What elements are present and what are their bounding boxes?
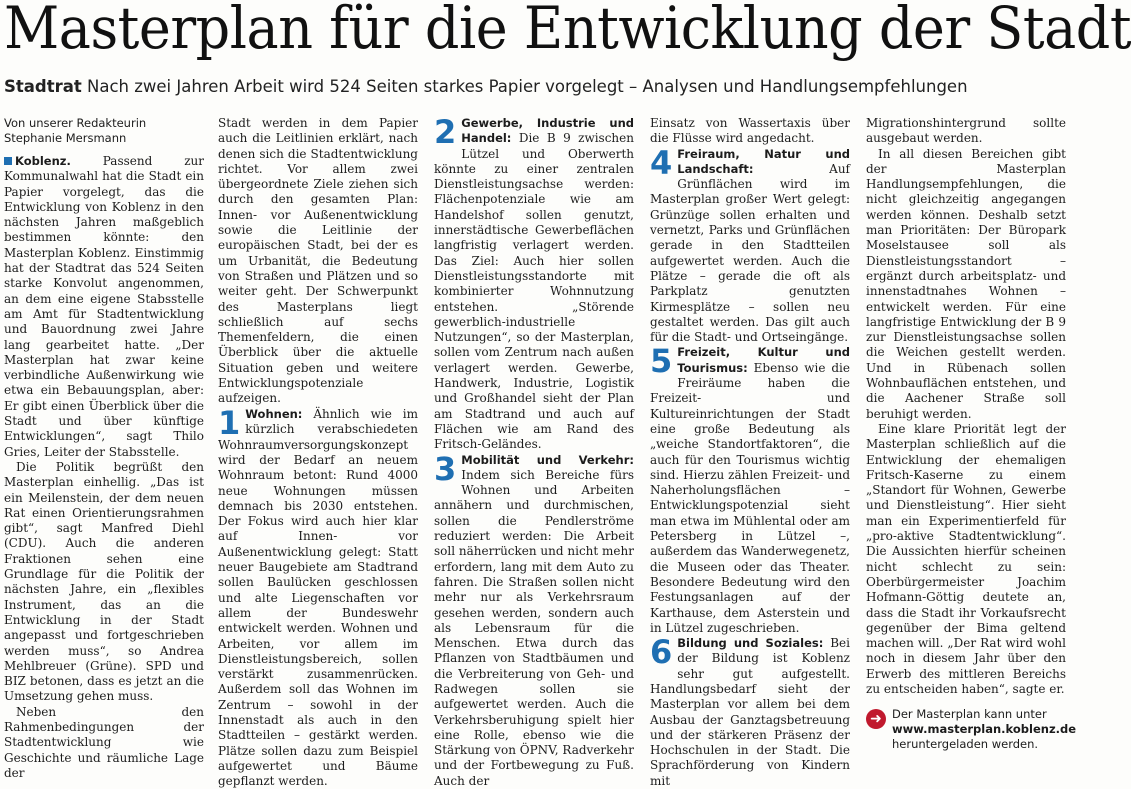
subhead-kicker: Stadtrat: [4, 77, 82, 96]
column-3: [434, 113, 634, 788]
column-1: [4, 116, 204, 780]
arrow-right-icon: ➜: [866, 709, 886, 729]
subhead-text: Nach zwei Jahren Arbeit wird 524 Seiten starkes Papier vorgelegt – Analysen und Handlungsempfehlungen: [87, 77, 968, 96]
topic-lead: Freizeit, Kultur und Tourismus:: [677, 345, 850, 375]
topic-number: 1: [218, 403, 241, 442]
paragraph: [4, 154, 204, 460]
headline: Masterplan für die Entwicklung der Stadt: [4, 0, 1131, 62]
topic-number: 2: [434, 113, 457, 151]
topic-item-4: [650, 143, 850, 346]
column-5: [866, 116, 1077, 752]
download-hint: [866, 707, 1077, 752]
topic-text: Ebenso wie die Freiräume haben die Freizeit- und Kultureinrichtungen der Stadt eine große Bedeutung als „weiche Standortfaktoren“, die auch für den Tourismus wichtig sind. Hierzu zählen Freizeit- und Naherholungsflächen – Entwicklungspotenzial sieht man etwa im Mühlental oder am Petersberg in Lützel –, außerdem das Wanderwegenetz, die Museen oder das Theater. Besondere Bedeutung wird den Festungsanlagen auf der Karthause, dem Asterstein und in Lützel zugeschrieben.: [650, 360, 850, 635]
paragraph-text: Passend zur Kommunalwahl hat die Stadt ein Papier vorgelegt, das die Entwicklung von Koblenz in den nächsten Jahren maßgeblich bestimmen könnte: den Masterplan Koblenz. Einstimmig hat der Stadtrat das 524 Seiten starke Konvolut angenommen, an dem eine eigene Stabsstelle am Amt für Stadtentwicklung und Bauordnung zwei Jahre lang gearbeitet hatte. „Der Masterplan hat zwar keine verbindliche Außenwirkung wie etwa ein Bebauungsplan, aber: Er gibt einen Überblick über die Stadt und über künftige Entwicklungen“, sagt Thilo Gries, Leiter der Stabsstelle.: [4, 154, 204, 459]
topic-item-5: [650, 342, 850, 636]
paragraph: Einsatz von Wassertaxis über die Flüsse wird angedacht.: [650, 116, 850, 146]
square-bullet-icon: [4, 157, 12, 165]
topic-number: 5: [650, 342, 673, 381]
column-2: [218, 116, 418, 789]
paragraph: In all diesen Bereichen gibt der Masterplan Handlungsempfehlungen, die nicht gleichzeitig angegangen werden können. Deshalb setzt man Prioritäten: Der Büropark Moselstausee soll als Dienstleistungsstandort – ergänzt durch arbeitsplatz- und innenstadtnahes Wohnen – entwickelt werden. Für eine langfristige Entwicklung der B 9 zur Dienstleistungsachse sollen die Weichen gestellt werden. Und in Rübenach sollen Wohnbauflächen entstehen, und die Aachener Straße soll beruhigt werden.: [866, 146, 1066, 421]
topic-text: Die B 9 zwischen Lützel und Oberwerth könnte zu einer zentralen Dienstleistungsachse werden: Flächenpotenziale wie am Handelshof sollen genutzt, innerstädtische Gewerbeflächen langfristig verlagert werden. Das Ziel: Auch hier sollen Dienstleistungsstandorte mit kombinierter Wohnnutzung entstehen. „Störende gewerblich-industrielle Nutzungen“, so der Masterplan, sollen vom Zentrum nach außen verlagert werden. Gewerbe, Handwerk, Industrie, Logistik und Großhandel sieht der Plan am Stadtrand und auch auf Flächen wie am Rand des Fritsch-Geländes.: [434, 131, 634, 452]
paragraph: Stadt werden in dem Papier auch die Leitlinien erklärt, nach denen sich die Stadtentwicklung richtet. Vor allem zwei übergeordnete Ziele ziehen sich durch den gesamten Plan: Innen- vor Außenentwicklung sowie die Leitlinie der europäischen Stadt, bei der es um Urbanität, die Bedeutung von Straßen und Plätzen und so weiter geht. Der Schwerpunkt des Masterplans liegt schließlich auf sechs Themenfeldern, die einen Überblick über die aktuelle Situation geben und weitere Entwicklungspotenziale aufzeigen.: [218, 116, 418, 406]
topic-lead: Mobilität und Verkehr:: [461, 452, 634, 467]
paragraph: Neben den Rahmenbedingungen der Stadtentwicklung wie Geschichte und räumliche Lage der: [4, 704, 204, 780]
topic-item-1: [218, 403, 418, 789]
subheadline: [4, 77, 1064, 96]
paragraph: Die Politik begrüßt den Masterplan einhellig. „Das ist ein Meilenstein, der dem neuen Rat einen Orientierungsrahmen gibt“, sagt Manfred Diehl (CDU). Auch die anderen Fraktionen sehen eine Grundlage für die Politik der nächsten Jahre, ein „flexibles Instrument, das an die Entwicklung in der Stadt angepasst und fortgeschrieben werden muss“, so Andrea Mehlbreuer (Grüne). SPD und BIZ betonen, dass es jetzt an die Umsetzung gehen muss.: [4, 459, 204, 704]
topic-item-6: [650, 633, 850, 789]
topic-lead: Gewerbe, Industrie und Handel:: [461, 116, 634, 146]
paragraph: Eine klare Priorität legt der Masterplan schließlich auf die Entwicklung der ehemaligen Fritsch-Kaserne zu einem „Standort für Wohnen, Gewerbe und Dienstleistung“. Hier sieht man ein Experimentierfeld für „pro-aktive Stadtentwicklung“. Die Aussichten hierfür scheinen nicht schlecht zu sein: Oberbürgermeister Joachim Hofmann-Göttig deutete an, dass die Stadt ihr Vorkaufsrecht gegenüber der Bima geltend machen will. „Der Rat wird wohl noch in diesem Jahr über den Erwerb des mittleren Bereichs zu entscheiden haben“, sagte er.: [866, 421, 1066, 696]
topic-text: Auf Grünflächen wird im Masterplan großer Wert gelegt: Grünzüge sollen erhalten und vernetzt, Parks und Grünflächen gerade in den Stadtteilen aufgewertet werden. Auch die Plätze – gerade die oft als Parkplatz genutzten Kirmesplätze – sollen neu gestaltet werden. Das gilt auch für die Stadt- und Ortseingänge.: [650, 161, 850, 345]
topic-text: Ähnlich wie im kürzlich verabschiedeten Wohnraumversorgungskonzept wird der Bedarf an neuem Wohnraum betont: Rund 4000 neue Wohnungen müssen demnach bis 2030 entstehen. Der Fokus wird auch hier klar auf Innen- vor Außenentwicklung gelegt: Statt neuer Baugebiete am Stadtrand sollen Baulücken geschlossen und alte Liegenschaften vor allem der Bundeswehr entwickelt werden. Wohnen und Arbeiten, vor allem im Dienstleistungsbereich, sollen verstärkt zusammenrücken. Außerdem soll das Wohnen im Zentrum – sowohl in der Innenstadt als auch in den Stadtteilen – gestärkt werden. Plätze sollen dazu zum Beispiel aufgewertet und Bäume gepflanzt werden.: [218, 406, 418, 789]
topic-number: 6: [650, 633, 673, 672]
topic-number: 4: [650, 143, 673, 182]
byline: [4, 116, 204, 146]
hint-pre: Der Masterplan kann unter: [892, 707, 1047, 722]
topic-number: 3: [434, 449, 457, 488]
column-4: [650, 116, 850, 788]
dateline-place: Koblenz.: [15, 154, 71, 168]
hint-post: heruntergeladen werden.: [892, 737, 1039, 752]
topic-text: Indem sich Bereiche fürs Wohnen und Arbeiten annähern und durchmischen, sollen die Pendlerströme reduziert werden: Die Arbeit soll näherrücken und nicht mehr erfordern, lang mit dem Auto zu fahren. Die Straßen sollen nicht mehr nur als Verkehrsraum gesehen werden, sondern auch als Lebensraum für die Menschen. Etwa durch das Pflanzen von Stadtbäumen und die Verbreiterung von Geh- und Radwegen sollen sie aufgewertet werden. Auch die Verkehrsberuhigung spielt hier eine Rolle, ebenso wie die Stärkung von ÖPNV, Radverkehr und der Fortbewegung zu Fuß. Auch der: [434, 467, 634, 788]
topic-item-2: [434, 113, 634, 453]
topic-lead: Wohnen:: [245, 406, 303, 421]
masterplan-link[interactable]: www.masterplan.koblenz.de: [892, 722, 1077, 737]
paragraph: Migrationshintergrund sollte ausgebaut werden.: [866, 116, 1066, 146]
topic-lead: Freiraum, Natur und Landschaft:: [677, 146, 850, 176]
topic-text: Bei der Bildung ist Koblenz sehr gut aufgestellt. Handlungsbedarf sieht der Masterplan vor allem bei dem Ausbau der Ganztagsbetreuung und der stärkeren Präsenz der Hochschulen in der Stadt. Die Sprachförderung von Kindern mit: [650, 636, 850, 788]
hint-text: [892, 707, 1076, 752]
byline-line1: Von unserer Redakteurin: [4, 116, 147, 130]
topic-lead: Bildung und Soziales:: [677, 636, 824, 651]
byline-author: Stephanie Mersmann: [4, 131, 127, 145]
topic-item-3: [434, 449, 634, 789]
